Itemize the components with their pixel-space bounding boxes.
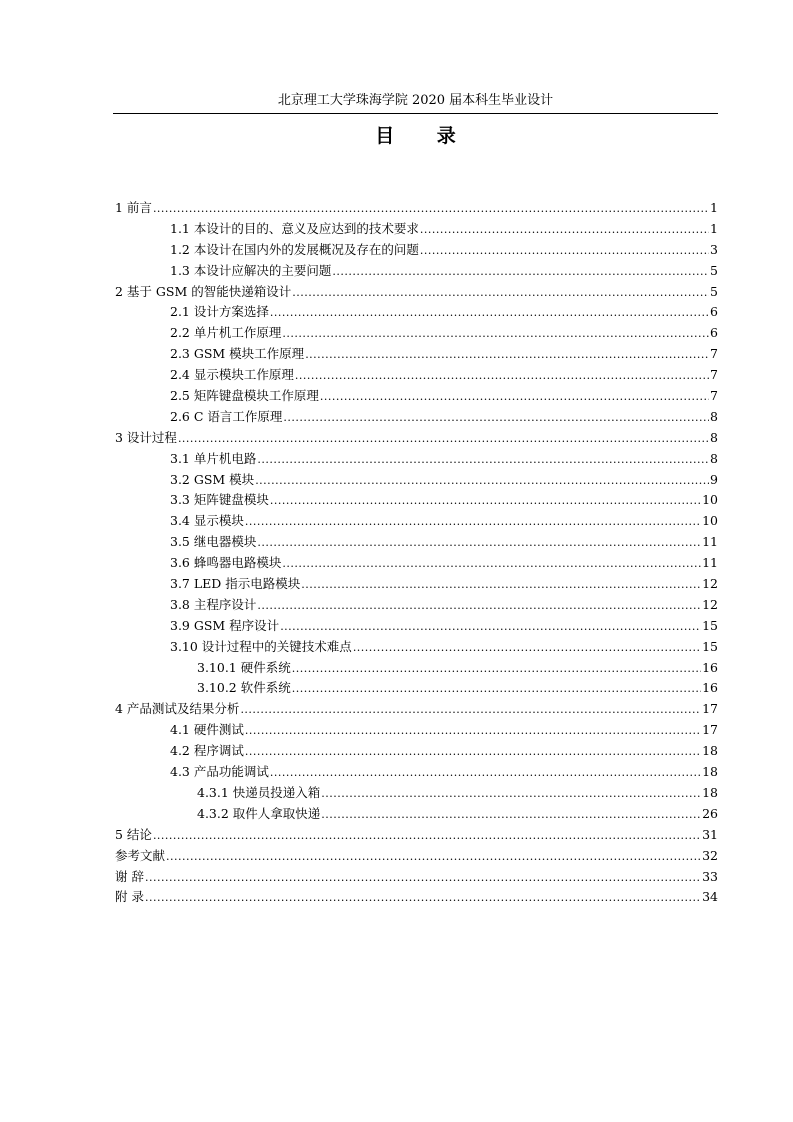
toc-entry-page: 10	[702, 492, 718, 508]
toc-dot-leader	[305, 344, 709, 365]
toc-entry-page: 15	[702, 638, 718, 654]
toc-entry[interactable]	[115, 678, 718, 699]
toc-entry[interactable]	[115, 783, 718, 804]
toc-entry-page: 6	[710, 325, 718, 341]
toc-entry-label: 3.2 GSM 模块	[170, 471, 255, 487]
toc-entry-label: 4.3.2 取件人拿取快递	[197, 805, 321, 821]
toc-entry-label: 4.1 硬件测试	[170, 722, 244, 738]
toc-entry-page: 32	[702, 847, 718, 863]
toc-entry[interactable]	[115, 699, 718, 720]
toc-entry-label: 3.10.1 硬件系统	[197, 659, 291, 675]
toc-entry-label: 3.4 显示模块	[170, 513, 244, 529]
toc-dot-leader	[282, 553, 701, 574]
toc-entry[interactable]	[115, 240, 718, 261]
toc-entry-page: 18	[702, 743, 718, 759]
toc-entry-page: 7	[710, 346, 718, 362]
toc-dot-leader	[145, 867, 701, 888]
toc-dot-leader	[283, 407, 709, 428]
toc-dot-leader	[321, 783, 701, 804]
toc-entry[interactable]	[115, 804, 718, 825]
toc-entry-label: 2.1 设计方案选择	[170, 304, 269, 320]
toc-entry-page: 34	[702, 889, 718, 905]
toc-entry[interactable]	[115, 846, 718, 867]
toc-entry-label: 4.3.1 快递员投递入箱	[197, 784, 321, 800]
toc-entry[interactable]	[115, 867, 718, 888]
toc-entry-label: 3.9 GSM 程序设计	[170, 617, 280, 633]
toc-dot-leader	[153, 825, 701, 846]
toc-entry-page: 7	[710, 367, 718, 383]
toc-entry-label: 4 产品测试及结果分析	[115, 701, 240, 717]
toc-title: 目 录	[375, 125, 474, 147]
toc-dot-leader	[257, 532, 701, 553]
toc-entry-page: 15	[702, 617, 718, 633]
toc-entry[interactable]	[115, 595, 718, 616]
toc-entry-page: 11	[702, 534, 718, 550]
toc-entry-page: 8	[710, 429, 718, 445]
toc-entry-label: 3.6 蜂鸣器电路模块	[170, 555, 282, 571]
toc-entry-page: 18	[702, 764, 718, 780]
toc-entry-page: 1	[710, 220, 718, 236]
toc-entry[interactable]	[115, 282, 718, 303]
toc-dot-leader	[292, 658, 701, 679]
toc-entry-label: 3.1 单片机电路	[170, 450, 257, 466]
toc-dot-leader	[282, 323, 709, 344]
toc-dot-leader	[255, 470, 709, 491]
toc-entry[interactable]	[115, 470, 718, 491]
header-rule	[113, 113, 718, 114]
toc-dot-leader	[420, 219, 709, 240]
toc-dot-leader	[145, 887, 701, 908]
toc-entry-page: 3	[710, 241, 718, 257]
toc-dot-leader	[353, 637, 701, 658]
toc-dot-leader	[257, 595, 701, 616]
toc-entry-page: 18	[702, 784, 718, 800]
toc-entry[interactable]	[115, 658, 718, 679]
toc-entry[interactable]	[115, 323, 718, 344]
toc-entry-label: 3.10.2 软件系统	[197, 680, 291, 696]
toc-entry[interactable]	[115, 490, 718, 511]
toc-dot-leader	[295, 365, 709, 386]
toc-entry-label: 3.10 设计过程中的关键技术难点	[170, 638, 352, 654]
toc-dot-leader	[321, 804, 701, 825]
toc-entry-page: 9	[710, 471, 718, 487]
toc-entry-page: 11	[702, 555, 718, 571]
toc-entry-page: 7	[710, 388, 718, 404]
toc-entry[interactable]	[115, 637, 718, 658]
toc-entry[interactable]	[115, 825, 718, 846]
page-header: 北京理工大学珠海学院 2020 届本科生毕业设计	[277, 93, 554, 108]
toc-entry[interactable]	[115, 365, 718, 386]
toc-dot-leader	[270, 302, 709, 323]
toc-entry-page: 6	[710, 304, 718, 320]
toc-entry-label: 4.3 产品功能调试	[170, 764, 269, 780]
toc-dot-leader	[257, 449, 709, 470]
toc-entry-page: 12	[702, 596, 718, 612]
toc-dot-leader	[280, 616, 701, 637]
toc-entry[interactable]	[115, 741, 718, 762]
toc-entry-label: 1.3 本设计应解决的主要问题	[170, 262, 332, 278]
toc-entry-label: 2.3 GSM 模块工作原理	[170, 346, 305, 362]
toc-dot-leader	[245, 720, 701, 741]
toc-dot-leader	[178, 428, 709, 449]
toc-entry[interactable]	[115, 511, 718, 532]
toc-entry-label: 2 基于 GSM 的智能快递箱设计	[115, 283, 292, 299]
toc-entry-label: 5 结论	[115, 826, 152, 842]
toc-dot-leader	[320, 386, 709, 407]
toc-entry-label: 3.8 主程序设计	[170, 596, 257, 612]
toc-entry-label: 1.2 本设计在国内外的发展概况及存在的问题	[170, 241, 419, 257]
toc-dot-leader	[153, 198, 709, 219]
toc-dot-leader	[245, 511, 701, 532]
toc-entry-label: 1.1 本设计的目的、意义及应达到的技术要求	[170, 220, 419, 236]
toc-entry[interactable]	[115, 887, 718, 908]
toc-dot-leader	[420, 240, 709, 261]
toc-entry-page: 5	[710, 283, 718, 299]
toc-entry[interactable]	[115, 616, 718, 637]
toc-entry[interactable]	[115, 720, 718, 741]
toc-entry[interactable]	[115, 344, 718, 365]
toc-dot-leader	[245, 741, 701, 762]
toc-entry-page: 8	[710, 450, 718, 466]
toc-entry-label: 附 录	[115, 889, 144, 905]
toc-entry-label: 2.4 显示模块工作原理	[170, 367, 294, 383]
toc-entry[interactable]	[115, 407, 718, 428]
toc-entry-label: 3.3 矩阵键盘模块	[170, 492, 269, 508]
toc-entry-label: 谢 辞	[115, 868, 144, 884]
toc-entry-label: 4.2 程序调试	[170, 743, 244, 759]
toc-entry[interactable]	[115, 762, 718, 783]
toc-entry-label: 3 设计过程	[115, 429, 177, 445]
toc-dot-leader	[166, 846, 701, 867]
toc-entry-label: 2.5 矩阵键盘模块工作原理	[170, 388, 319, 404]
toc-entry-label: 参考文献	[115, 847, 166, 863]
toc-dot-leader	[270, 490, 701, 511]
toc-dot-leader	[292, 282, 709, 303]
toc-entry-page: 26	[702, 805, 718, 821]
toc-entry-page: 17	[702, 722, 718, 738]
toc-entry[interactable]	[115, 532, 718, 553]
toc-entry-label: 3.7 LED 指示电路模块	[170, 576, 301, 592]
toc-entry-page: 17	[702, 701, 718, 717]
toc-entry[interactable]	[115, 261, 718, 282]
toc-entry-page: 12	[702, 576, 718, 592]
toc-dot-leader	[332, 261, 709, 282]
toc-entry[interactable]	[115, 574, 718, 595]
toc-entry-page: 16	[702, 680, 718, 696]
toc-entry[interactable]	[115, 553, 718, 574]
toc-entry[interactable]	[115, 198, 718, 219]
toc-entry[interactable]	[115, 219, 718, 240]
toc-entry-page: 1	[710, 200, 718, 215]
toc-dot-leader	[292, 678, 701, 699]
toc-entry-page: 16	[702, 659, 718, 675]
toc-entry[interactable]	[115, 302, 718, 323]
toc-entry-label: 3.5 继电器模块	[170, 534, 257, 550]
toc-entry-page: 5	[710, 262, 718, 278]
toc-entry-label: 2.2 单片机工作原理	[170, 325, 282, 341]
toc-entry-label: 1 前言	[115, 200, 152, 215]
toc-entry[interactable]	[115, 386, 718, 407]
toc-entry-page: 10	[702, 513, 718, 529]
table-of-contents	[115, 198, 718, 908]
toc-dot-leader	[270, 762, 701, 783]
toc-dot-leader	[301, 574, 701, 595]
toc-entry-page: 33	[702, 868, 718, 884]
toc-entry-label: 2.6 C 语言工作原理	[170, 408, 283, 424]
toc-entry[interactable]	[115, 449, 718, 470]
toc-dot-leader	[240, 699, 701, 720]
toc-entry-page: 8	[710, 408, 718, 424]
toc-entry[interactable]	[115, 428, 718, 449]
toc-entry-page: 31	[702, 826, 718, 842]
